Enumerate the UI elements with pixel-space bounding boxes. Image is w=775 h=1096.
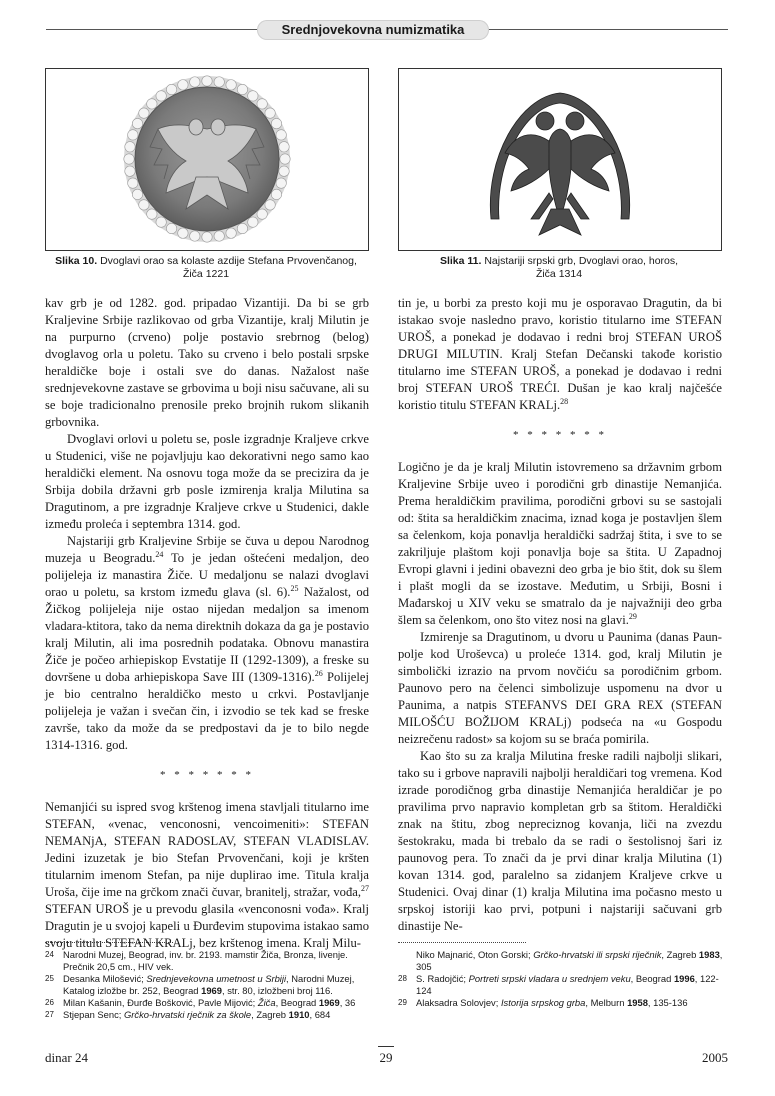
right-paragraph-2 [398,459,722,629]
footnote-27 [45,1009,371,1021]
medallion-bead [226,80,236,90]
medallion-bead [132,118,142,128]
medallion-bead [279,166,289,176]
left-p4-part-b: STEFAN UROŠ je u prevodu glasila «venconosni vođa». Kralj Dragutin je u svojoj kapeli u Đurđevim stupovima istakao samo svoju titulu STEFAN KRALj, bez krštenog imena. Kralj Milu- [45,902,369,950]
left-paragraph-2: Dvoglavi orlovi u poletu se, posle izgradnje Kraljeve crkve u Studenici, više ne pojavljuju kao dekorativni nego samo kao heraldički element. Na osnovu toga može da se precizira da je Srbija dobila državni grb posle izmirenja kralja Milutina sa Dragutinom, a pre izgradnje Kraljeve crkve u Studenici, dakle između proleća i septembra 1314. god. [45,432,369,531]
figure-11-image [398,68,722,251]
footnote-year: 1996 [673,973,695,984]
left-p3-part-c: Nažalost, od Žičkog polijeleja nije ostao nijedan medaljon sa imenom vladara-ktitora, tako da nema direktnih dokaza da ga je postavio kralj Milutin, ali ima posrednih podataka. Obnovu manastira Žiče je počeo arhiepiskop Evstatije II (1292-1309), a freske su dovršene u doba arhiepiskopa Save III (1309-1316). [45,585,369,684]
left-p3-part-d: Polijelej je bio centralno heraldičko mesto u crkvi. Postavljanje polijeleja je važan i svečan čin, i izvodio se tek kad se freske završe, tako da može da se predpostavi da je to bilo negde 1314-1316. god. [45,670,369,752]
footnote-number: 27 [45,1010,54,1019]
medallion-bead [271,118,281,128]
footnote-number: 24 [45,950,54,959]
footnote-author: Niko Majnarić, Oton Gorski; [416,949,534,960]
figure-10-text-2: Žiča 1221 [182,268,230,280]
medallion-bead [178,228,188,238]
footnote-ref-28: 28 [560,396,569,406]
footnote-publisher: , Zagreb [251,1009,289,1020]
footnote-publisher: , Beograd [275,997,319,1008]
footnote-author: Desanka Milošević; [63,973,147,984]
footnote-title: Žiča [257,997,276,1008]
footnote-title: Grčko-hrvatski rječnik za škole [123,1009,252,1020]
footnote-ref-26: 26 [314,668,323,678]
medallion-bead [271,189,281,199]
footnote-year: 1958 [627,997,648,1008]
medallion-bead [132,189,142,199]
medallion-bead [257,99,267,109]
left-p4-part-a: Nemanjići su ispred svog krštenog imena stavljali titularno ime STEFAN, «venac, venconosni, vencoimeniti»: STEFAN NEMANjA, STEFAN RADOSLAV, STEFAN VLADISLAV. Jedini izuzetak je bio Stefan Prvovenčani, koji je kršten titularnim imenom Stefan, pa nije duplirao ime. Titula kralja Uroša, čije ime na grčkom znači čuvar, branitelj, stražar, vođa, [45,800,369,899]
figure-10-caption [45,255,367,281]
footnote-title: Srednjevekovna umetnost u Srbiji [146,973,287,984]
right-p2-text: Logično je da je kralj Milutin istovremeno sa državnim grbom Kraljevine Srbije uveo i porodični grb dinastije Nemanjića. Prema heraldičkim pravilima, porodični grbovi su se sastojali od: štita sa heraldičkim znacima, iznad koga je postavljen šlem sa čelenkom, koja ponavlja heraldički sadržaj štita, i sve to se zakriljuje plaštom koji ponavlja boje sa štita. U Zapadnoj Evropi glavni i jedini obavezni deo grba je bio štit, dok su šlem i plašt mogli da se izostave. Međutim, u Srbiji, Bosni i Mađarskoj u XIV veku se smatralo da je najvažniji deo grba šlem sa čelenkom, ono što vitez nosi na glavi. [398,460,722,627]
footnote-title: Grčko-hrvatski ili srpski riječnik [533,949,662,960]
footnote-publisher: , Melburn [585,997,628,1008]
footnote-number [398,949,416,973]
footer-journal: dinar 24 [45,1050,88,1065]
footnote-pages: , 684 [309,1009,331,1020]
medallion-bead [147,99,157,109]
running-header: Srednjovekovna numizmatika [257,20,489,40]
medallion-bead [190,77,200,87]
medallion-bead [139,108,149,118]
medallion-bead [125,166,135,176]
medallion-bead [128,178,138,188]
medallion-bead [178,80,188,90]
figure-10-text: Dvoglavi orao sa kolaste azdije Stefana Prvovenčanog, [100,255,357,267]
right-paragraph-4: Kao što su za kralja Milutina freske radili najbolji slikari, tako su i grbove napravili najbolji heraldičari tog vremena. Kod izrade porodičnog grba dinastije Nemanjića heraldičar je po pravilima prvo napravio kompletan grb sa štitom. Heraldički znak na štitu, zbog nepreciznog kovanja, liči na zvezdu šestokraku, mada bi trebalo da se radi o šestolisnoj šari iz paunovog pera. To znači da je prvi dinar kralja Milutina (1) kovan 1314. god, paralelno sa zidanjem Kraljeve crkve u Studenici. Ovaj dinar (1) kralja Milutina ima počasno mesto u srpskoj istoriji kao prvi, potpuni i najstariji sačuvani grb dinastije Ne- [398,749,722,933]
footnote-author: S. Radojčić; [416,973,469,984]
footnote-pages: , 122-124 [416,973,719,996]
footer-year: 2005 [702,1050,728,1065]
left-paragraph-4 [45,799,369,952]
medallion-bead [276,178,286,188]
footnote-publisher: , Narodni Muzej, Katalog izložbe br. 252, Beograd [63,973,355,996]
medallion-bead [214,77,224,87]
figure-11-caption [398,255,720,281]
footnote-publisher: , Beograd [630,973,674,984]
footnote-text [63,1009,371,1021]
footnote-year: 1969 [201,985,222,996]
right-p1-text: tin je, u borbi za presto koji mu je osporavao Dragutin, da bi istakao svoje nasledno pravo, koristio titularno ime STEFAN UROŠ, a ponekad je dodavao i redni broj STEFAN UROŠ DRUGI MILUTIN. Kralj Stefan Dečanski takođe koristio titularno ime STEFAN UROŠ, a ponekad je dodavao i redni broj STEFAN UROŠ TREĆI. Dušan je kao kralj najčešće koristio titulu STEFAN KRALj. [398,296,722,412]
figure-10-label: Slika 10. [55,255,98,267]
footnote-29 [398,997,724,1009]
medallion-bead [226,228,236,238]
footnote-text [63,973,371,997]
footnote-pages: , str. 80, izložbeni broj 116. [221,985,333,996]
footnote-ref-29: 29 [628,611,637,621]
medallion-bead [280,154,290,164]
header-rule-left [46,29,258,30]
medallion-bead [166,223,176,233]
medallion-bead [214,231,224,241]
footnote-28 [398,973,724,997]
footnote-27-continued [398,949,724,973]
medallion-bead [166,84,176,94]
footnote-ref-24: 24 [155,549,164,559]
footnote-pages: , 36 [339,997,356,1008]
footnote-pages: , 135-136 [647,997,688,1008]
footnote-author: Alaksadra Solovjev; [416,997,501,1008]
left-paragraph-3 [45,533,369,754]
footnote-year: 1969 [318,997,340,1008]
page-number-rule [378,1046,394,1047]
medallion-bead [237,84,247,94]
medallion-bead [265,200,275,210]
right-paragraph-1 [398,295,722,414]
left-p3-part-b: To je jedan oštećeni medaljon, deo polijeleja iz manastira Žiče. U medaljonu se nalazi dvoglavi orao u poletu, sa krstom između glava (sl. 6). [45,551,369,599]
right-column [398,295,722,935]
footnote-number: 25 [45,974,54,983]
figure-10-image [45,68,369,251]
footnote-title: Portreti srpski vladara u srednjem veku [468,973,631,984]
figure-11-text: Najstariji srpski grb, Dvoglavi orao, horos, [484,255,679,267]
footnote-number: 29 [398,998,407,1007]
footnote-24 [45,949,371,973]
medallion-bead [248,91,258,101]
footnote-text [416,949,724,973]
footnote-publisher: , Zagreb [661,949,699,960]
footnote-ref-27: 27 [361,883,369,893]
medallion-bead [248,217,258,227]
medallion-bead [202,76,212,86]
footnotes-left [45,949,371,1021]
footnote-rule-right [398,942,526,943]
medallion-bead [147,209,157,219]
footnote-year: 1983 [698,949,720,960]
footnote-text [416,973,724,997]
footnote-rule-left [45,942,173,943]
medallion-bead [139,200,149,210]
footnote-text [63,997,371,1009]
footnotes-right [398,949,724,1009]
footnote-text [416,997,724,1009]
medallion-bead [202,232,212,242]
footnote-author: Milan Kašanin, Đurđe Bošković, Pavle Mijović; [63,997,258,1008]
medallion-bead [190,231,200,241]
medallion-bead [156,217,166,227]
footnote-title: Istorija srpskog grba [500,997,586,1008]
footnote-author: Stjepan Senc; [63,1009,124,1020]
figure-11-label: Slika 11. [439,255,482,267]
medallion-bead [156,91,166,101]
medallion-bead [237,223,247,233]
left-paragraph-1: kav grb je od 1282. god. pripadao Vizantiji. Da bi se grb Kraljevine Srbije razlikovao od grba Vizantije, kralj Milutin je na purpurno (crveno) polje postavio srebrnog (belog) dvoglavog orla u poletu. Tako su crveno i belo postali srpske heraldičke boje i ostali sve do danas. Nažalost naše srednjevekovne zastave se grbovima u boji nisu sačuvane, ali su se boje tradicionalno prenosile preko brojnih rukom slikanih grbovnika. [45,296,369,429]
footnote-26 [45,997,371,1009]
medallion-bead [124,154,134,164]
footnote-pages: , 305 [416,949,723,972]
medallion-bead [257,209,267,219]
medallion-bead [128,130,138,140]
footnote-year: 1910 [288,1009,310,1020]
medallion-bead [265,108,275,118]
footnote-text: Narodni Muzej, Beograd, inv. br. 2193. mamstir Žiča, Bronza, livenje. Prečnik 20,5 cm., HIV vek. [63,949,348,972]
left-column [45,295,369,952]
page-number: 29 [379,1050,393,1065]
right-paragraph-3: Izmirenje sa Dragutinom, u dvoru u Paunima (danas Paun-polje kod Uroševca) u proleće 1314. god, kralj Milutin je simbolički izrazio na prvom novčiću sa porodičnim grbom. Paunovo pero na čelenci simbolizuje uspomenu na dvor u Paunima, a natpis STEFANVS DEI GRA REX (STEFAN MILOŠĆU BOŽIJOM KRALj) podseća na «u Gospodu neizrečenu radost» sa kojom su se braća pomirila. [398,630,722,746]
section-divider-right: * * * * * * * [513,429,607,441]
footnote-number: 26 [45,998,54,1007]
section-divider-left: * * * * * * * [160,769,254,781]
footnote-25 [45,973,371,997]
medallion-bead [276,130,286,140]
footnote-number: 28 [398,974,407,983]
medallion-bead [125,142,135,152]
left-p3-part-a: Najstariji grb Kraljevine Srbije se čuva u depou Narodnog muzeja u Beogradu. [45,534,369,565]
footnote-ref-25: 25 [290,583,299,593]
medallion-bead [279,142,289,152]
figure-11-text-2: Žiča 1314 [535,268,583,280]
header-rule-right [488,29,728,30]
